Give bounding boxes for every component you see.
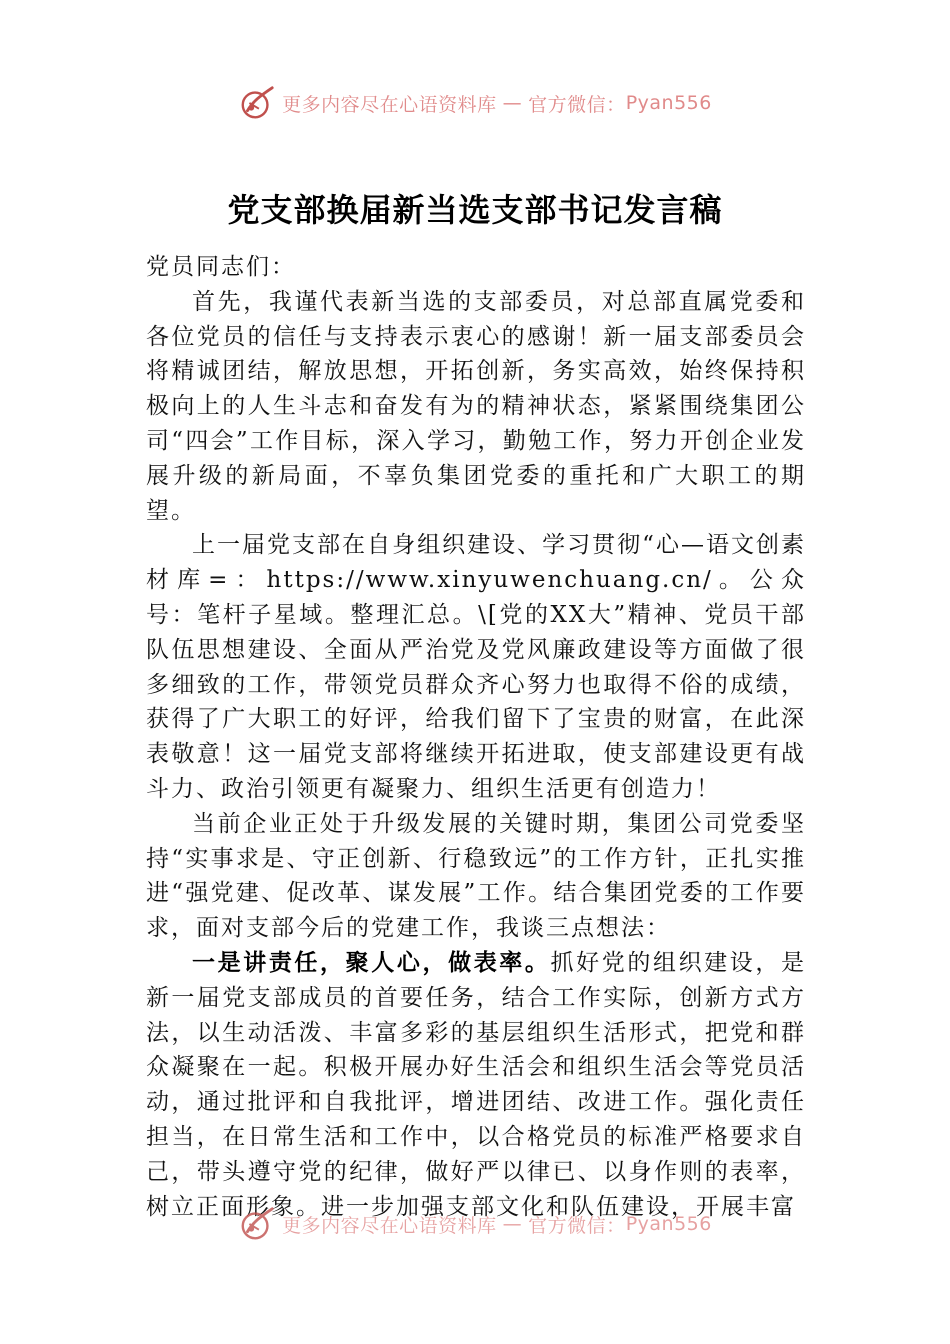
paragraph-4 [146,946,806,1224]
pen-logo-icon [238,84,276,122]
watermark-footer [0,1205,950,1243]
watermark-wechat-id: Pyan556 [625,1213,712,1235]
watermark-wechat-label: 官方微信： [528,93,626,116]
watermark-text: 更多内容尽在心语资料库 [282,93,497,116]
watermark-header [0,84,950,122]
point-1-body: 抓好党的组织建设，是新一届党支部成员的首要任务，结合工作实际，创新方式方法，以生动活泼、丰富多彩的基层组织生活形式，把党和群众凝聚在一起。积极开展办好生活会和组织生活会等党员活动，通过批评和自我批评，增进团结、改进工作。强化责任担当，在日常生活和工作中，以合格党员的标准严格要求自己，带头遵守党的纪律，做好严以律已、以身作则的表率，树立正面形象。进一步加强支部文化和队伍建设，开展丰富 [146,949,807,1220]
paragraph-3: 当前企业正处于升级发展的关键时期，集团公司党委坚持“实事求是、守正创新、行稳致远”的工作方针，正扎实推进“强党建、促改革、谋发展”工作。结合集团党委的工作要求，面对支部今后的党建工作，我谈三点想法： [146,810,806,942]
point-1-heading: 一是讲责任，聚人心，做表率。 [192,948,551,976]
salutation: 党员同志们： [146,254,296,280]
document-title: 党支部换届新当选支部书记发言稿 [227,191,723,229]
watermark-text: 更多内容尽在心语资料库 [282,1214,497,1237]
pen-logo-icon [238,1205,276,1243]
paragraph-2: 上一届党支部在自身组织建设、学习贯彻“心—语文创素材库=：https://www.xinyuwenchuang.cn/。公众号：笔杆子星域。整理汇总。\[党的XX大”精神、党员干部队伍思想建设、全面从严治党及党风廉政建设等方面做了很多细致的工作，带领党员群众齐心努力也取得不俗的成绩，获得了广大职工的好评，给我们留下了宝贵的财富，在此深表敬意！这一届党支部将继续开拓进取，使支部建设更有战斗力、政治引领更有凝聚力、组织生活更有创造力！ [146,532,806,802]
watermark-wechat-label: 官方微信： [528,1214,626,1237]
document-body [146,250,806,1224]
paragraph-1: 首先，我谨代表新当选的支部委员，对总部直属党委和各位党员的信任与支持表示衷心的感谢！新一届支部委员会将精诚团结，解放思想，开拓创新，务实高效，始终保持积极向上的人生斗志和奋发有为的精神状态，紧紧围绕集团公司“四会”工作目标，深入学习，勤勉工作，努力开创企业发展升级的新局面，不辜负集团党委的重托和广大职工的期望。 [146,288,806,524]
watermark-wechat-id: Pyan556 [625,92,712,114]
watermark-separator: — [502,1213,523,1235]
watermark-separator: — [502,92,523,114]
